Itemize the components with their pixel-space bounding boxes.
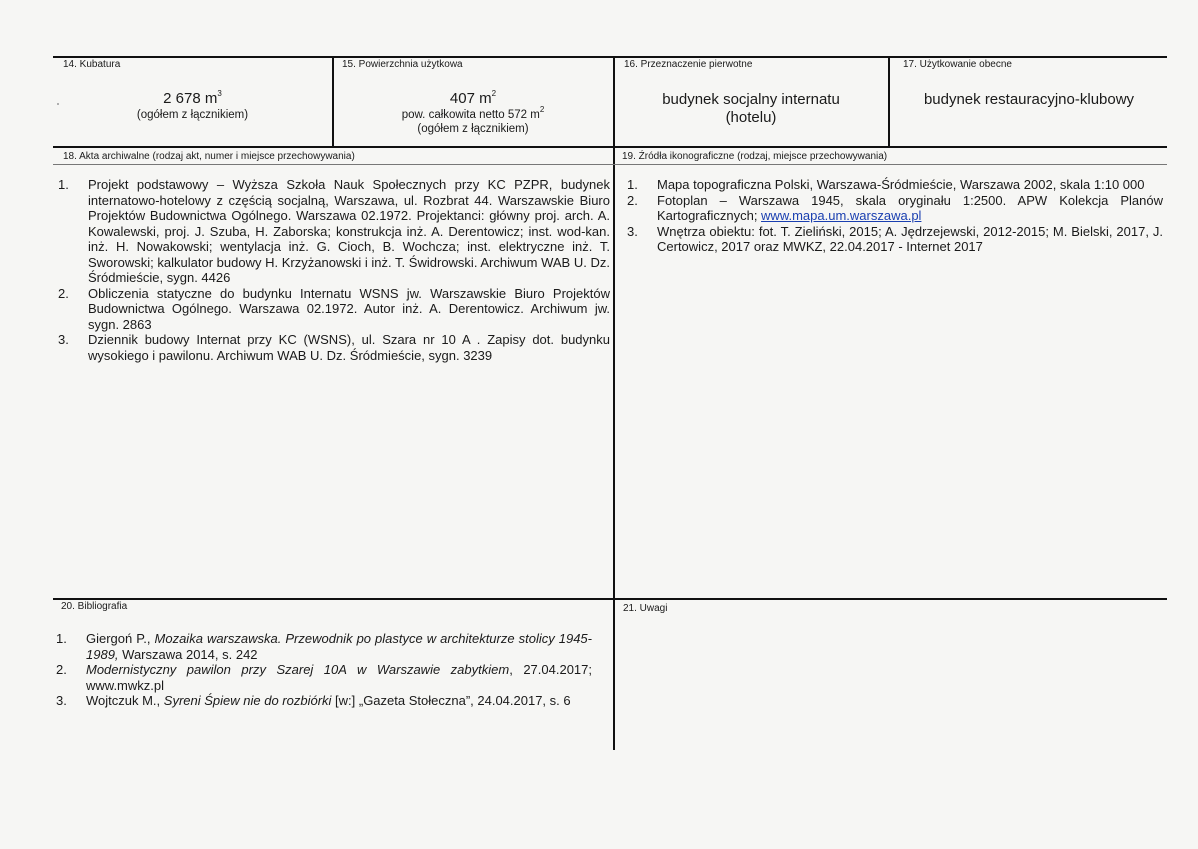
citation-title: Syreni Śpiew nie do rozbiórki bbox=[163, 693, 332, 708]
citation-author: Wojtczuk M., bbox=[86, 693, 164, 708]
row1-divider-1 bbox=[332, 56, 334, 148]
list-text: Wnętrza obiektu: fot. T. Zieliński, 2015; A. Jędrzejewski, 2012-2015; M. Bielski, 2017, J. Certowicz, 2017 oraz MWKZ, 22.04.2017 - Internet 2017 bbox=[657, 223, 1163, 254]
kubatura-value bbox=[55, 90, 330, 108]
list-number: 3. bbox=[58, 332, 69, 347]
row1-divider-2 bbox=[613, 56, 615, 148]
list-text: Dziennik budowy Internat przy KC (WSNS), ul. Szara nr 10 A . Zapisy dot. budynku wysokiego i pawilonu. Archiwum WAB U. Dz. Śródmieście, sygn. 3239 bbox=[88, 332, 610, 363]
citation-details: Warszawa 2014, s. 242 bbox=[118, 646, 258, 662]
row1-divider-3 bbox=[888, 56, 890, 148]
list-item bbox=[56, 662, 592, 693]
list-number: 2. bbox=[627, 192, 638, 208]
powierzchnia-number: 407 m bbox=[449, 90, 492, 107]
row2-top-rule bbox=[53, 164, 1167, 165]
zrodla-header: 19. Źródła ikonograficzne (rodzaj, miejsce przechowywania) bbox=[622, 151, 888, 162]
list-text: Mapa topograficzna Polski, Warszawa-Śródmieście, Warszawa 2002, skala 1:10 000 bbox=[657, 177, 1145, 192]
list-item bbox=[58, 332, 610, 363]
powierzchnia-header: 15. Powierzchnia użytkowa bbox=[342, 59, 463, 70]
bibliografia-header: 20. Bibliografia bbox=[61, 601, 128, 612]
bibliografia-list bbox=[56, 631, 592, 709]
row3-top-border bbox=[53, 598, 1167, 600]
list-item bbox=[56, 631, 592, 662]
list-item bbox=[56, 693, 592, 709]
citation-title: Modernistyczny pawilon przy Szarej 10A w Warszawie zabytkiem bbox=[86, 662, 510, 677]
akta-header: 18. Akta archiwalne (rodzaj akt, numer i miejsce przechowywania) bbox=[63, 151, 355, 162]
kubatura-unit-exponent: 3 bbox=[217, 89, 222, 98]
list-text: Fotoplan – Warszawa 1945, skala oryginału 1:2500. APW Kolekcja Planów Kartograficznych; bbox=[657, 192, 1163, 223]
scan-speck bbox=[57, 103, 59, 105]
przeznaczenie-line2: (hotelu) bbox=[725, 109, 777, 126]
kubatura-note: (ogółem z łącznikiem) bbox=[136, 109, 249, 121]
citation-details: [w:] „Gazeta Stołeczna”, 24.04.2017, s. 6 bbox=[331, 693, 571, 708]
list-item bbox=[627, 224, 1163, 255]
przeznaczenie-header: 16. Przeznaczenie pierwotne bbox=[624, 59, 753, 70]
akta-list bbox=[58, 177, 610, 363]
powierzchnia-value bbox=[335, 90, 611, 108]
list-number: 3. bbox=[56, 693, 67, 708]
list-item bbox=[58, 286, 610, 333]
list-number: 2. bbox=[58, 285, 69, 301]
powierzchnia-unit-exponent: 2 bbox=[491, 89, 497, 98]
citation-author: Giergoń P., bbox=[86, 631, 155, 646]
uwagi-header: 21. Uwagi bbox=[623, 603, 668, 614]
list-number: 1. bbox=[56, 631, 67, 646]
mapa-um-link[interactable]: www.mapa.um.warszawa.pl bbox=[761, 208, 922, 223]
list-number: 3. bbox=[627, 223, 638, 239]
list-text: Obliczenia statyczne do budynku Internatu WSNS jw. Warszawskie Biuro Projektów Budownictwa Ogólnego. Warszawa 02.1972. Autor inż. A. Derentowicz. Archiwum jw. sygn. 2863 bbox=[88, 285, 610, 332]
list-item bbox=[58, 177, 610, 286]
citation-title: Mozaika warszawska. Przewodnik po plastyce w architekturze stolicy 1945-1989, bbox=[86, 631, 592, 662]
powierzchnia-netto bbox=[335, 105, 611, 122]
powierzchnia-note: (ogółem z łącznikiem) bbox=[417, 123, 529, 135]
uzytkowanie-value: budynek restauracyjno-klubowy bbox=[923, 91, 1135, 108]
list-item bbox=[627, 177, 1163, 193]
przeznaczenie-line1: budynek socjalny internatu bbox=[662, 91, 840, 108]
list-number: 1. bbox=[627, 177, 638, 192]
citation-details: , 27.04.2017; www.mwkz.pl bbox=[86, 662, 592, 693]
kubatura-number: 2 678 m bbox=[163, 90, 218, 107]
list-text: Projekt podstawowy – Wyższa Szkoła Nauk Społecznych przy KC PZPR, budynek internatowo-hotelowy z częścią socjalną, Warszawa, ul. Rozbrat 44. Warszawskie Biuro Projektów Budownictwa Ogólnego. Warszawa 02.1972. Projektanci: główny proj. arch. A. Kowalewski, proj. J. Szuba, H. Zaborska; konstrukcja inż. A. Derentowicz; inst. wod-kan. inż. H. Nowakowski; wentylacja inż. G. Cioch, B. Wochcza; inst. elektryczne inż. T. Sworowski; kalkulator budowy H. Krzyżanowski i inż. T. Świdrowski. Archiwum WAB U. Dz. Śródmieście, sygn. 4426 bbox=[88, 177, 610, 285]
powierzchnia-netto-exponent: 2 bbox=[539, 105, 545, 115]
powierzchnia-netto-text: pow. całkowita netto 572 m bbox=[401, 109, 540, 121]
list-number: 2. bbox=[56, 662, 67, 677]
zrodla-list bbox=[627, 177, 1163, 255]
list-number: 1. bbox=[58, 177, 69, 192]
top-border bbox=[53, 56, 1167, 58]
kubatura-header: 14. Kubatura bbox=[63, 59, 121, 70]
row1-bottom-border bbox=[53, 146, 1167, 148]
uzytkowanie-header: 17. Użytkowanie obecne bbox=[903, 59, 1012, 70]
list-item bbox=[627, 193, 1163, 224]
middle-divider bbox=[613, 146, 615, 750]
